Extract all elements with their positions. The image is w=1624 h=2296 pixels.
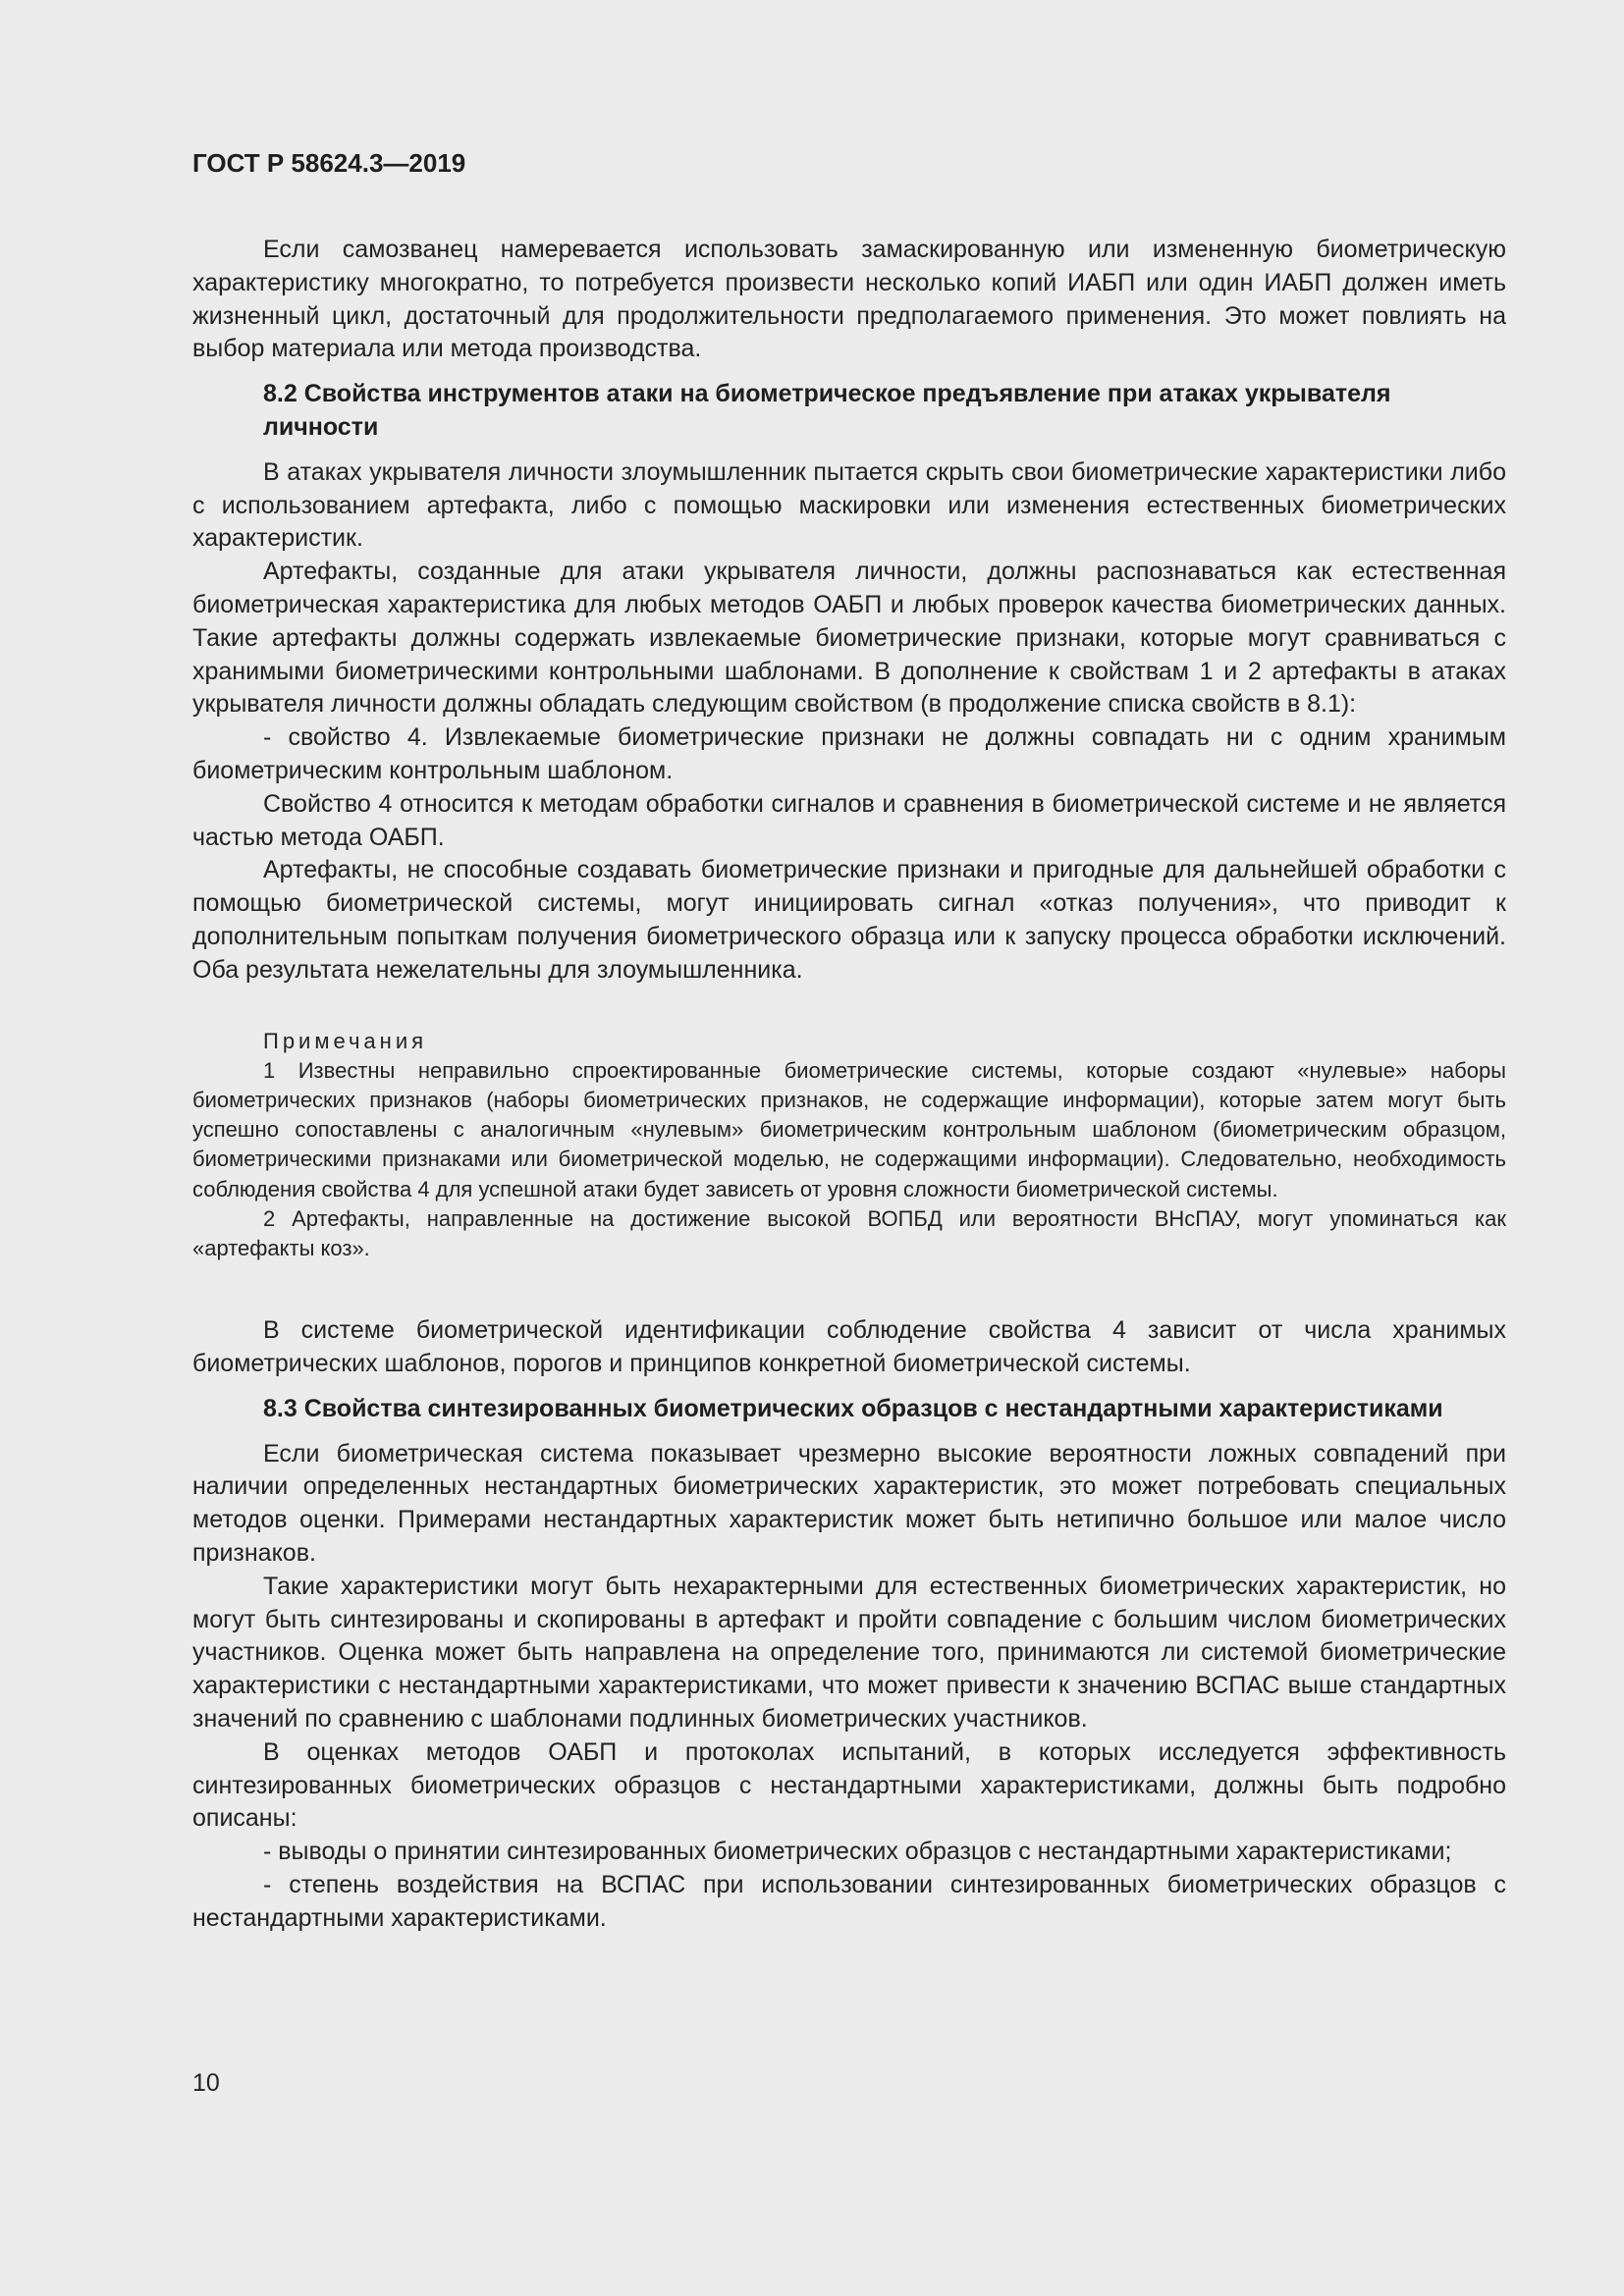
after-notes-paragraph: В системе биометрической идентификации соблюдение свойства 4 зависит от числа хранимых биометрических шаблонов, порогов и принципов конкретной биометрической системы. — [192, 1316, 1506, 1377]
paragraph: Артефакты, не способные создавать биометрические признаки и пригодные для дальнейшей обработки с помощью биометрической системы, могут инициировать сигнал «отказ получения», что приводит к дополнительным попыткам получения биометрического образца или к запуску процесса обработки исключений. Оба результата нежелательны для злоумышленника. — [192, 856, 1506, 984]
notes-block — [192, 1027, 1506, 1264]
list-item: - свойство 4. Извлекаемые биометрические признаки не должны совпадать ни с одним хранимым биометрическим контрольным шаблоном. — [192, 723, 1506, 784]
note-item: 2 Артефакты, направленные на достижение высокой ВОПБД или вероятности ВНсПАУ, могут упоминаться как «артефакты коз». — [192, 1205, 1506, 1260]
section-8-2-title: 8.2 Свойства инструментов атаки на биометрическое предъявление при атаках укрывателя личности — [263, 380, 1391, 441]
paragraph: В атаках укрывателя личности злоумышленник пытается скрыть свои биометрические характеристики либо с использованием артефакта, либо с помощью маскировки или изменения естественных биометрических характеристик. — [192, 457, 1506, 553]
paragraph: В оценках методов ОАБП и протоколах испытаний, в которых исследуется эффективность синтезированных биометрических образцов с нестандартными характеристиками, должны быть подробно описаны: — [192, 1737, 1506, 1833]
paragraph: Артефакты, созданные для атаки укрывателя личности, должны распознаваться как естественная биометрическая характеристика для любых методов ОАБП и любых проверок качества биометрических данных. Такие артефакты должны содержать извлекаемые биометрические признаки, которые могут сравниваться с хранимыми биометрическими контрольными шаблонами. В дополнение к свойствам 1 и 2 артефакты в атаках укрывателя личности должны обладать следующим свойством (в продолжение списка свойств в 8.1): — [192, 558, 1506, 719]
page-number: 10 — [192, 2069, 220, 2097]
intro-paragraph: Если самозванец намеревается использовать замаскированную или измененную биометрическую характеристику многократно, то потребуется произвести несколько копий ИАБП или один ИАБП должен иметь жизненный цикл, достаточный для продолжительности предполагаемого применения. Это может повлиять на выбор материала или метода производства. — [192, 236, 1506, 363]
document-page — [192, 147, 1506, 1936]
list-item: - степень воздействия на ВСПАС при использовании синтезированных биометрических образцов с нестандартными характеристиками. — [192, 1870, 1506, 1932]
list-item: - выводы о принятии синтезированных биометрических образцов с нестандартными характеристиками; — [263, 1838, 1452, 1866]
paragraph: Если биометрическая система показывает чрезмерно высокие вероятности ложных совпадений при наличии определенных нестандартных биометрических характеристик, это может потребовать специальных методов оценки. Примерами нестандартных характеристик может быть нетипично большое или малое число признаков. — [192, 1439, 1506, 1567]
notes-label: Примечания — [263, 1028, 428, 1053]
section-8-3-title: 8.3 Свойства синтезированных биометрических образцов с нестандартными характеристиками — [263, 1394, 1443, 1422]
document-header: ГОСТ Р 58624.3—2019 — [192, 148, 466, 178]
note-item: 1 Известны неправильно спроектированные биометрические системы, которые создают «нулевые» наборы биометрических признаков (наборы биометрических признаков, не содержащие информации), которые затем могут быть успешно сопоставлены с аналогичным «нулевым» биометрическим контрольным шаблоном (биометрическим образцом, биометрическими признаками или биометрической моделью, не содержащими информации). Следовательно, необходимость соблюдения свойства 4 для успешной атаки будет зависеть от уровня сложности биометрической системы. — [192, 1057, 1506, 1201]
paragraph: Свойство 4 относится к методам обработки сигналов и сравнения в биометрической системе и не является частью метода ОАБП. — [192, 789, 1506, 851]
paragraph: Такие характеристики могут быть нехарактерными для естественных биометрических характеристик, но могут быть синтезированы и скопированы в артефакт и пройти совпадение с большим числом биометрических участников. Оценка может быть направлена на определение того, принимаются ли системой биометрические характеристики с нестандартными характеристиками, что может привести к значению ВСПАС выше стандартных значений по сравнению с шаблонами подлинных биометрических участников. — [192, 1572, 1506, 1733]
